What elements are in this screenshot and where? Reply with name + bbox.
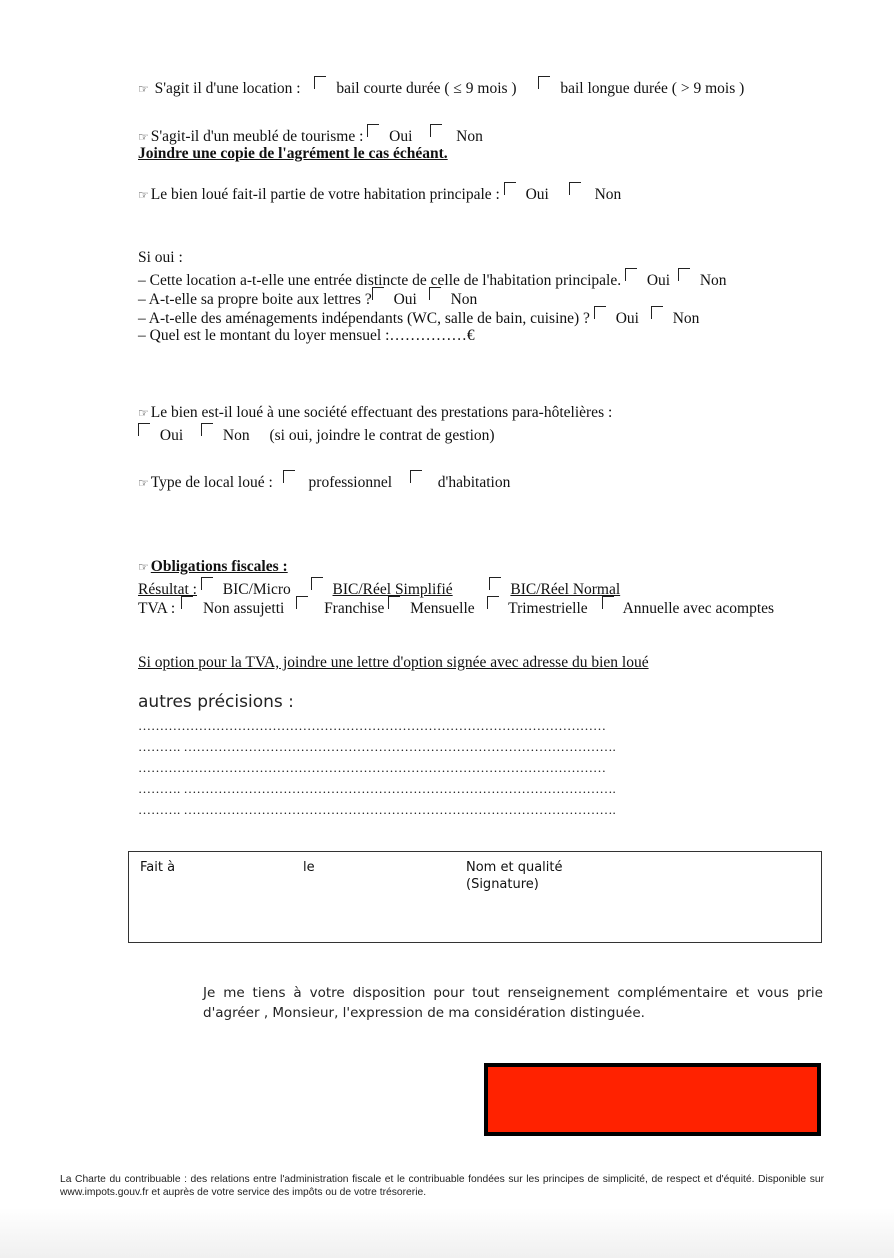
checkbox-trimestrielle[interactable] bbox=[487, 596, 499, 609]
hand-pointer-icon: ☞ bbox=[138, 476, 149, 490]
checkbox-professionnel[interactable] bbox=[283, 470, 295, 483]
location-question: S'agit il d'une location : bbox=[154, 80, 301, 97]
label-non: Non bbox=[594, 186, 622, 203]
checkbox-annuelle[interactable] bbox=[602, 596, 614, 609]
checkbox-bail-longue[interactable] bbox=[538, 76, 550, 89]
label-oui: Oui bbox=[615, 310, 639, 327]
checkbox-parahotel-non[interactable] bbox=[201, 423, 213, 436]
precisions-heading: autres précisions : bbox=[138, 692, 294, 712]
label-bail-longue: bail longue durée ( > 9 mois ) bbox=[560, 80, 745, 97]
principale-row bbox=[138, 182, 621, 205]
label-bic-reel-simplifie: BIC/Réel Simplifié bbox=[332, 581, 453, 598]
checkbox-bic-reel-normal[interactable] bbox=[489, 577, 501, 590]
si-oui-q2: – A-t-elle sa propre boite aux lettres ? bbox=[138, 291, 372, 308]
precisions-line-2[interactable]: ………. ………………………………………………………………………………………. bbox=[138, 739, 616, 754]
parahotel-row bbox=[138, 403, 612, 423]
label-non: Non bbox=[699, 272, 727, 289]
si-oui-q1: – Cette location a-t-elle une entrée distincte de celle de l'habitation principale. bbox=[138, 272, 622, 289]
label-annuelle: Annuelle avec acomptes bbox=[622, 600, 775, 617]
checkbox-tourisme-oui[interactable] bbox=[367, 124, 379, 137]
tva-option-note: Si option pour la TVA, joindre une lettre d'option signée avec adresse du bien loué bbox=[138, 654, 649, 671]
agrement-note: Joindre une copie de l'agrément le cas échéant. bbox=[138, 145, 448, 162]
label-non: Non bbox=[450, 291, 478, 308]
precisions-line-1[interactable]: ……………………………………………………………………………………………… bbox=[138, 718, 606, 733]
si-oui-heading: Si oui : bbox=[138, 249, 183, 266]
label-franchise: Franchise bbox=[324, 600, 385, 617]
page-bottom-shade bbox=[0, 1208, 894, 1258]
location-row bbox=[138, 76, 744, 99]
checkbox-bic-micro[interactable] bbox=[201, 577, 213, 590]
obligations-heading-row bbox=[138, 557, 288, 577]
label-non-assujetti: Non assujetti bbox=[202, 600, 285, 617]
checkbox-entree-non[interactable] bbox=[678, 268, 690, 281]
label-bail-courte: bail courte durée ( ≤ 9 mois ) bbox=[336, 80, 517, 97]
checkbox-principale-non[interactable] bbox=[569, 182, 581, 195]
signature-label: (Signature) bbox=[466, 877, 539, 892]
hand-pointer-icon: ☞ bbox=[138, 188, 149, 202]
resultat-label: Résultat : bbox=[138, 581, 197, 598]
parahotel-note: (si oui, joindre le contrat de gestion) bbox=[269, 427, 495, 444]
checkbox-entree-oui[interactable] bbox=[625, 268, 637, 281]
label-trimestrielle: Trimestrielle bbox=[508, 600, 588, 617]
footer-charte: La Charte du contribuable : des relations entre l'administration fiscale et le contribuable fondées sur les principes de simplicité, de respect et d'équité. Disponible sur www.impots.gouv.fr et auprès de votre service des impôts ou de votre trésorerie. bbox=[60, 1174, 824, 1198]
hand-pointer-icon: ☞ bbox=[138, 130, 149, 144]
label-oui: Oui bbox=[646, 272, 671, 289]
label-bic-reel-normal: BIC/Réel Normal bbox=[510, 581, 621, 598]
checkbox-amenagements-oui[interactable] bbox=[594, 306, 606, 319]
checkbox-non-assujetti[interactable] bbox=[181, 596, 193, 609]
obligations-heading: Obligations fiscales : bbox=[150, 558, 288, 575]
parahotel-question: Le bien est-il loué à une société effectuant des prestations para-hôtelières : bbox=[150, 404, 613, 421]
nom-qualite-label: Nom et qualité bbox=[466, 860, 563, 875]
label-oui: Oui bbox=[525, 186, 549, 203]
checkbox-parahotel-oui[interactable] bbox=[138, 423, 150, 436]
checkbox-bic-reel-simplifie[interactable] bbox=[311, 577, 323, 590]
precisions-line-4[interactable]: ………. ………………………………………………………………………………………. bbox=[138, 781, 616, 796]
signature-box bbox=[128, 851, 822, 943]
hand-pointer-icon: ☞ bbox=[138, 560, 149, 574]
label-mensuelle: Mensuelle bbox=[410, 600, 475, 617]
label-professionnel: professionnel bbox=[308, 474, 393, 491]
precisions-line-3[interactable]: ……………………………………………………………………………………………… bbox=[138, 760, 606, 775]
label-non: Non bbox=[456, 128, 483, 145]
checkbox-franchise[interactable] bbox=[296, 596, 308, 609]
tourisme-question: S'agit-il d'un meublé de tourisme : bbox=[150, 128, 364, 145]
hand-pointer-icon: ☞ bbox=[138, 406, 149, 420]
label-non: Non bbox=[672, 310, 700, 327]
tva-row bbox=[138, 596, 774, 618]
checkbox-mensuelle[interactable] bbox=[388, 596, 400, 609]
label-bic-micro: BIC/Micro bbox=[222, 581, 291, 598]
type-local-row bbox=[138, 470, 510, 493]
label-oui: Oui bbox=[389, 128, 413, 145]
type-local-question: Type de local loué : bbox=[150, 474, 273, 491]
checkbox-boite-non[interactable] bbox=[429, 287, 441, 300]
precisions-line-5[interactable]: ………. ………………………………………………………………………………………. bbox=[138, 802, 616, 817]
parahotel-answers bbox=[138, 423, 495, 445]
label-habitation: d'habitation bbox=[437, 474, 511, 491]
hand-pointer-icon: ☞ bbox=[138, 82, 149, 96]
checkbox-amenagements-non[interactable] bbox=[651, 306, 663, 319]
si-oui-q4[interactable]: – Quel est le montant du loyer mensuel :……………€ bbox=[138, 327, 475, 344]
si-oui-q3: – A-t-elle des aménagements indépendants (WC, salle de bain, cuisine) ? bbox=[138, 310, 590, 327]
label-oui: Oui bbox=[393, 291, 417, 308]
fait-a-label: Fait à bbox=[140, 860, 176, 875]
checkbox-boite-oui[interactable] bbox=[372, 287, 384, 300]
principale-question: Le bien loué fait-il partie de votre habitation principale : bbox=[150, 186, 500, 203]
le-label: le bbox=[303, 860, 315, 875]
checkbox-tourisme-non[interactable] bbox=[430, 124, 442, 137]
si-oui-q3-row bbox=[138, 306, 699, 328]
label-oui: Oui bbox=[159, 427, 184, 444]
label-non: Non bbox=[222, 427, 250, 444]
checkbox-habitation[interactable] bbox=[410, 470, 422, 483]
checkbox-principale-oui[interactable] bbox=[504, 182, 516, 195]
tva-label: TVA : bbox=[138, 600, 176, 617]
checkbox-bail-courte[interactable] bbox=[314, 76, 326, 89]
closing-paragraph: Je me tiens à votre disposition pour tout renseignement complémentaire et vous prie d'agréer , Monsieur, l'expression de ma considération distinguée. bbox=[203, 985, 823, 1021]
red-stamp-block bbox=[484, 1063, 821, 1136]
